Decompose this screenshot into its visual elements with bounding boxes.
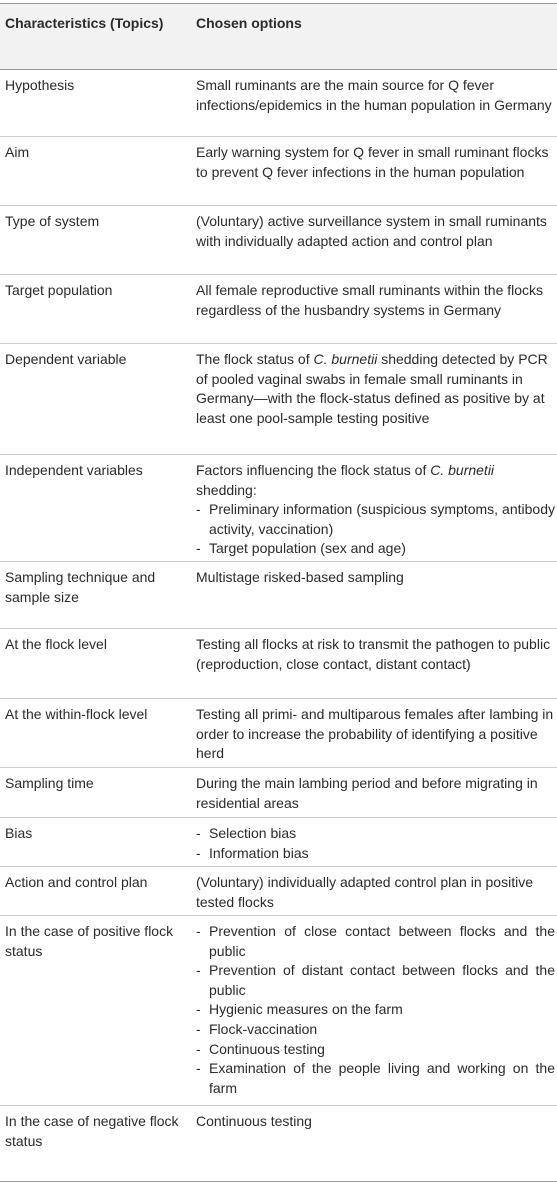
table-row [0, 275, 557, 344]
bullet-item: - Selection bias [196, 825, 297, 841]
table-row [0, 916, 557, 1106]
table-row [0, 455, 557, 562]
table-row [0, 562, 557, 629]
table-row [0, 1106, 557, 1182]
row-option: All female reproductive small ruminants within the flocks regardless of the husbandry systems in Germany [196, 282, 544, 318]
table-row [0, 206, 557, 275]
row-topic: Independent variables [5, 462, 143, 478]
row-option: During the main lambing period and before migrating in residential areas [196, 775, 538, 811]
header-characteristics: Characteristics (Topics) [5, 15, 164, 31]
row-option [196, 916, 557, 1105]
row-topic: At the within-flock level [5, 706, 148, 722]
text-post: shedding: [196, 481, 257, 498]
table-row [0, 137, 557, 206]
characteristics-table [0, 3, 557, 1182]
text-post: shedding detected by PCR of pooled vaginal swabs in female small ruminants in Germany—with the flock-status defined as positive by at least one pool-sample testing positive [196, 351, 548, 426]
bullet-item: - Prevention of distant contact between flocks and the public [196, 962, 555, 998]
row-topic: In the case of negative flock status [5, 1113, 179, 1149]
row-topic: Target population [5, 282, 113, 298]
row-option: Multistage risked-based sampling [196, 569, 404, 585]
bullet-item: - Target population (sex and age) [196, 540, 406, 557]
row-option: Small ruminants are the main source for Q fever infections/epidemics in the human population in Germany [196, 77, 552, 113]
table-row [0, 867, 557, 916]
bullet-item: - Flock-vaccination [196, 1020, 318, 1037]
row-option [196, 455, 557, 561]
table-row [0, 70, 557, 137]
row-option: Continuous testing [196, 1113, 312, 1129]
bullet-item: - Information bias [196, 844, 309, 861]
table-row [0, 768, 557, 818]
header-chosen-options: Chosen options [196, 15, 302, 31]
row-option: (Voluntary) individually adapted control plan in positive tested flocks [196, 874, 533, 910]
bullet-item: - Hygienic measures on the farm [196, 1001, 403, 1018]
row-option [196, 818, 557, 866]
row-topic: Sampling technique and sample size [5, 569, 156, 605]
row-topic: Aim [5, 144, 30, 160]
bullet-item: - Continuous testing [196, 1040, 325, 1057]
row-option: Testing all primi- and multiparous females after lambing in order to increase the probability of identifying a positive herd [196, 706, 554, 762]
text-pre: Factors influencing the flock status of [196, 462, 431, 478]
row-topic: At the flock level [5, 636, 107, 652]
bullet-item: - Preliminary information (suspicious symptoms, antibody activity, vaccination) [196, 501, 555, 537]
bullet-item: - Prevention of close contact between flocks and the public [196, 923, 555, 959]
row-option: (Voluntary) active surveillance system in small ruminants with individually adapted action and control plan [196, 213, 547, 249]
row-topic: Action and control plan [5, 874, 148, 890]
table-row [0, 629, 557, 699]
row-topic: Hypothesis [5, 77, 75, 93]
bullet-item: - Examination of the people living and working on the farm [196, 1060, 555, 1096]
row-topic: Type of system [5, 213, 100, 229]
text-italic: C. burnetii [313, 351, 378, 367]
row-topic: Dependent variable [5, 351, 127, 367]
row-option [196, 344, 557, 454]
table-header [0, 3, 557, 70]
table-row [0, 818, 557, 867]
table-row [0, 699, 557, 768]
table-row [0, 344, 557, 455]
row-topic: In the case of positive flock status [5, 923, 174, 959]
row-topic: Bias [5, 825, 33, 841]
text-italic: C. burnetii [430, 462, 495, 478]
row-topic: Sampling time [5, 775, 94, 791]
row-option: Testing all flocks at risk to transmit the pathogen to public (reproduction, close contact, distant contact) [196, 636, 551, 672]
row-option: Early warning system for Q fever in small ruminant flocks to prevent Q fever infections in the human population [196, 144, 549, 180]
text-pre: The flock status of [196, 351, 314, 367]
